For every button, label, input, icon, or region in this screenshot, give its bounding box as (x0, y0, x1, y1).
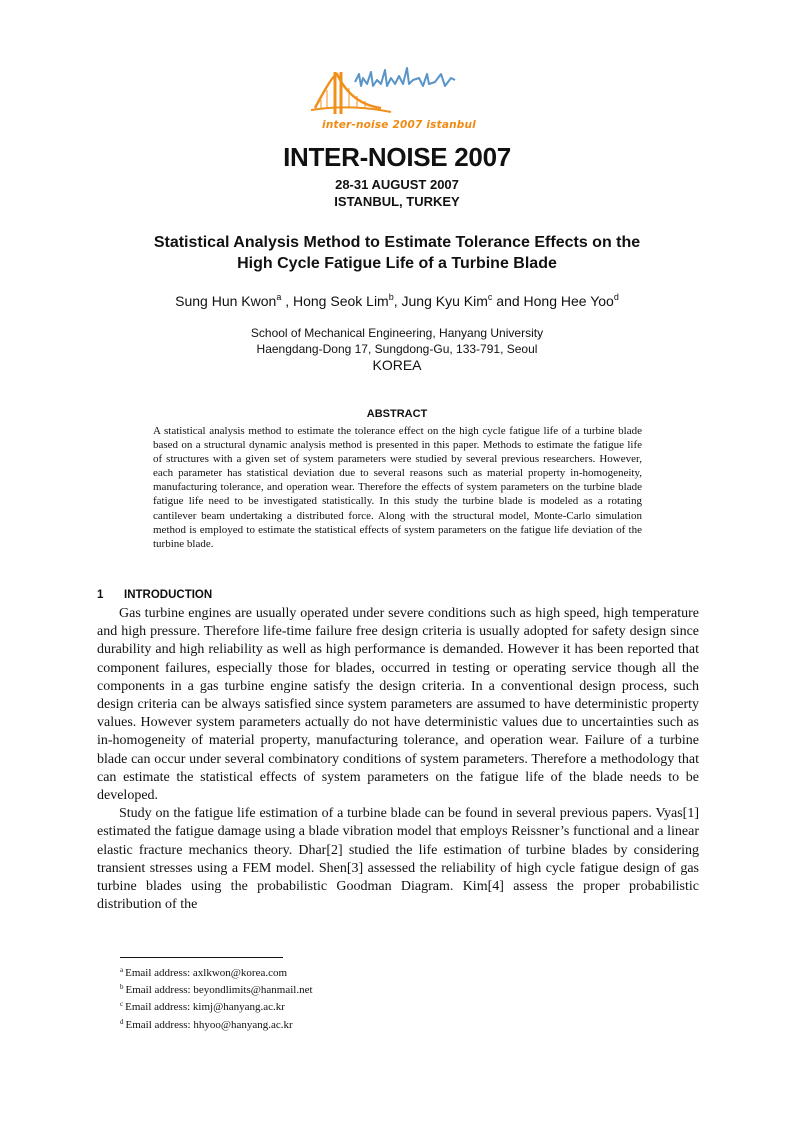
footnote-mark: d (120, 1017, 124, 1026)
footnote-text: Email address: axlkwon@korea.com (125, 967, 288, 979)
logo-caption: inter-noise 2007 istanbul (322, 119, 476, 131)
abstract-heading: ABSTRACT (366, 408, 428, 420)
author-name: Sung Hun Kwon (175, 293, 277, 309)
footnote-text: Email address: beyondlimits@hanmail.net (125, 984, 313, 997)
bridge-logo-graphic (311, 64, 487, 120)
author-mark: b (388, 292, 394, 302)
body-paragraph: Gas turbine engines are usually operated under severe conditions such as high speed, high temperature and high pressure. Therefore life-time failure free design criteria is usually adopted for safety design since durability and high reliability as well as high performance is demanded. However it has been reported that component failures, especially those for blades, occurred in testing or operating service though all the components in a gas turbine engine satisfy the design criteria. In a conventional design process, such design criteria can be always satisfied since system parameters are assumed to have deterministic property values. However system parameters actually do not have deterministic values due to uncertainties such as in-homogeneity of material property, manufacturing tolerance, and operation wear. Failure of a turbine blade can occur under several combinatory conditions of system parameters. Therefore a methodology that can estimate the statistical effects of system parameters on the fatigue life of the blade needs to be developed. (97, 606, 699, 804)
affiliation-line: School of Mechanical Engineering, Hanyang University (250, 326, 544, 340)
author-separator: , (393, 293, 402, 309)
paper-title-line: Statistical Analysis Method to Estimate Tolerance Effects on the (153, 234, 641, 251)
section-title: INTRODUCTION (124, 589, 213, 601)
author-mark: c (487, 292, 493, 302)
author-name: Hong Hee Yoo (523, 293, 614, 309)
conference-logo (311, 64, 487, 136)
author-name: Jung Kyu Kim (401, 293, 488, 309)
author-list (0, 292, 794, 309)
conference-location: ISTANBUL, TURKEY (334, 194, 460, 209)
section-body (97, 605, 699, 914)
section-heading (97, 589, 212, 601)
footnote (120, 1015, 313, 1032)
author-name: Hong Seok Lim (293, 293, 389, 309)
footnote-text: Email address: hhyoo@hanyang.ac.kr (125, 1018, 293, 1031)
author-separator: , (281, 293, 293, 309)
footnote (120, 997, 313, 1014)
body-paragraph: Study on the fatigue life estimation of a turbine blade can be found in several previous papers. Vyas[1] estimated the fatigue damage using a blade vibration model that employs Reissner’s functional and a linear elastic fracture mechanics theory. Dhar[2] studied the life estimation of turbine blades by considering transient stresses using a FEM model. Shen[3] assessed the reliability of high cycle fatigue design of gas turbine blades using the probabilistic Goodman Diagram. Kim[4] assess the proper probabilistic distribution of the (97, 806, 699, 913)
footnote-mark: b (120, 983, 124, 992)
footnote (120, 980, 313, 997)
author-mark: a (276, 292, 282, 302)
section-number: 1 (97, 589, 104, 601)
footnote (120, 963, 313, 980)
affiliation (0, 325, 794, 357)
author-mark: d (613, 292, 619, 302)
footnotes (120, 963, 313, 1032)
abstract-text: A statistical analysis method to estimate the tolerance effect on the high cycle fatigue life of a turbine blade based on a structural dynamic analysis method is presented in this paper. Methods to estimate the fatigue life of structures with a given set of system parameters were studied by several previous researchers. However, each parameter has statistical deviation due to several reasons such as material property in-homogeneity, manufacturing tolerance, and operation wear. Therefore the effects of system parameters on the turbine blade fatigue life need to be investigated statistically. In this study the turbine blade is modeled as a rotating cantilever beam undertaking a distributed force. Along with the structural model, Monte-Carlo simulation method is employed to estimate the statistical effects of system parameters on the fatigue life deviation of the turbine blade. (153, 425, 642, 550)
paper-title-line: High Cycle Fatigue Life of a Turbine Blade (237, 255, 557, 272)
conference-date: 28-31 AUGUST 2007 (335, 177, 459, 192)
footnote-mark: c (120, 1000, 124, 1009)
footnote-mark: a (120, 966, 124, 974)
skyline-silhouette (355, 68, 455, 86)
conference-title: INTER-NOISE 2007 (283, 142, 511, 172)
footnote-text: Email address: kimj@hanyang.ac.kr (125, 1001, 285, 1014)
affiliation-country: KOREA (372, 357, 422, 373)
affiliation-line: Haengdang-Dong 17, Sungdong-Gu, 133-791, Seoul (256, 342, 538, 356)
author-separator: and (492, 293, 524, 309)
footnote-rule (120, 957, 283, 958)
paper-title (0, 232, 794, 274)
